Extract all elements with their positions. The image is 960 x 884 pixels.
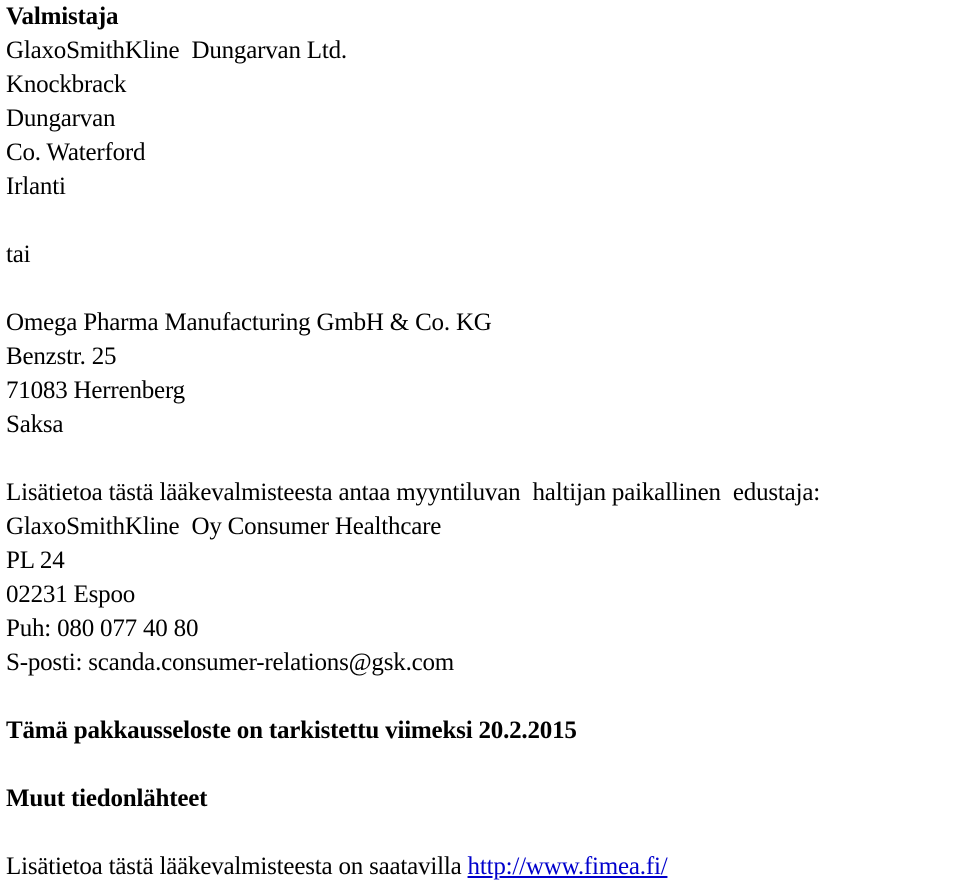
manufacturer-address-2 — [6, 306, 956, 442]
representative-address — [6, 510, 956, 680]
address-line: Benzstr. 25 — [6, 343, 117, 370]
spacer — [6, 748, 956, 782]
revision-date-statement: Tämä pakkausseloste on tarkistettu viimeksi 20.2.2015 — [6, 717, 577, 744]
or-separator: tai — [6, 241, 31, 268]
spacer — [6, 680, 956, 714]
spacer — [6, 272, 956, 306]
address-line: Co. Waterford — [6, 139, 146, 166]
manufacturer-heading: Valmistaja — [6, 3, 119, 30]
address-line: PL 24 — [6, 547, 65, 574]
other-sources-paragraph — [6, 850, 956, 884]
other-sources-heading: Muut tiedonlähteet — [6, 785, 208, 812]
address-line: 02231 Espoo — [6, 581, 136, 608]
leaflet-page — [6, 0, 956, 884]
address-line: Saksa — [6, 411, 64, 438]
address-line: Dungarvan — [6, 105, 116, 132]
manufacturer-address-1 — [6, 34, 956, 204]
address-line: GlaxoSmithKline Oy Consumer Healthcare — [6, 513, 442, 540]
email-line: S-posti: scanda.consumer-relations@gsk.com — [6, 649, 455, 676]
phone-line: Puh: 080 077 40 80 — [6, 615, 199, 642]
representative-intro: Lisätietoa tästä lääkevalmisteesta antaa myyntiluvan haltijan paikallinen edustaja: — [6, 479, 820, 506]
address-line: Omega Pharma Manufacturing GmbH & Co. KG — [6, 309, 492, 336]
address-line: GlaxoSmithKline Dungarvan Ltd. — [6, 37, 347, 64]
address-line: 71083 Herrenberg — [6, 377, 185, 404]
fimea-link[interactable]: http://www.fimea.fi/ — [467, 853, 668, 880]
other-sources-text: Lisätietoa tästä lääkevalmisteesta on saatavilla — [6, 853, 468, 880]
address-line: Knockbrack — [6, 71, 127, 98]
address-line: Irlanti — [6, 173, 66, 200]
spacer — [6, 204, 956, 238]
spacer — [6, 816, 956, 850]
spacer — [6, 442, 956, 476]
